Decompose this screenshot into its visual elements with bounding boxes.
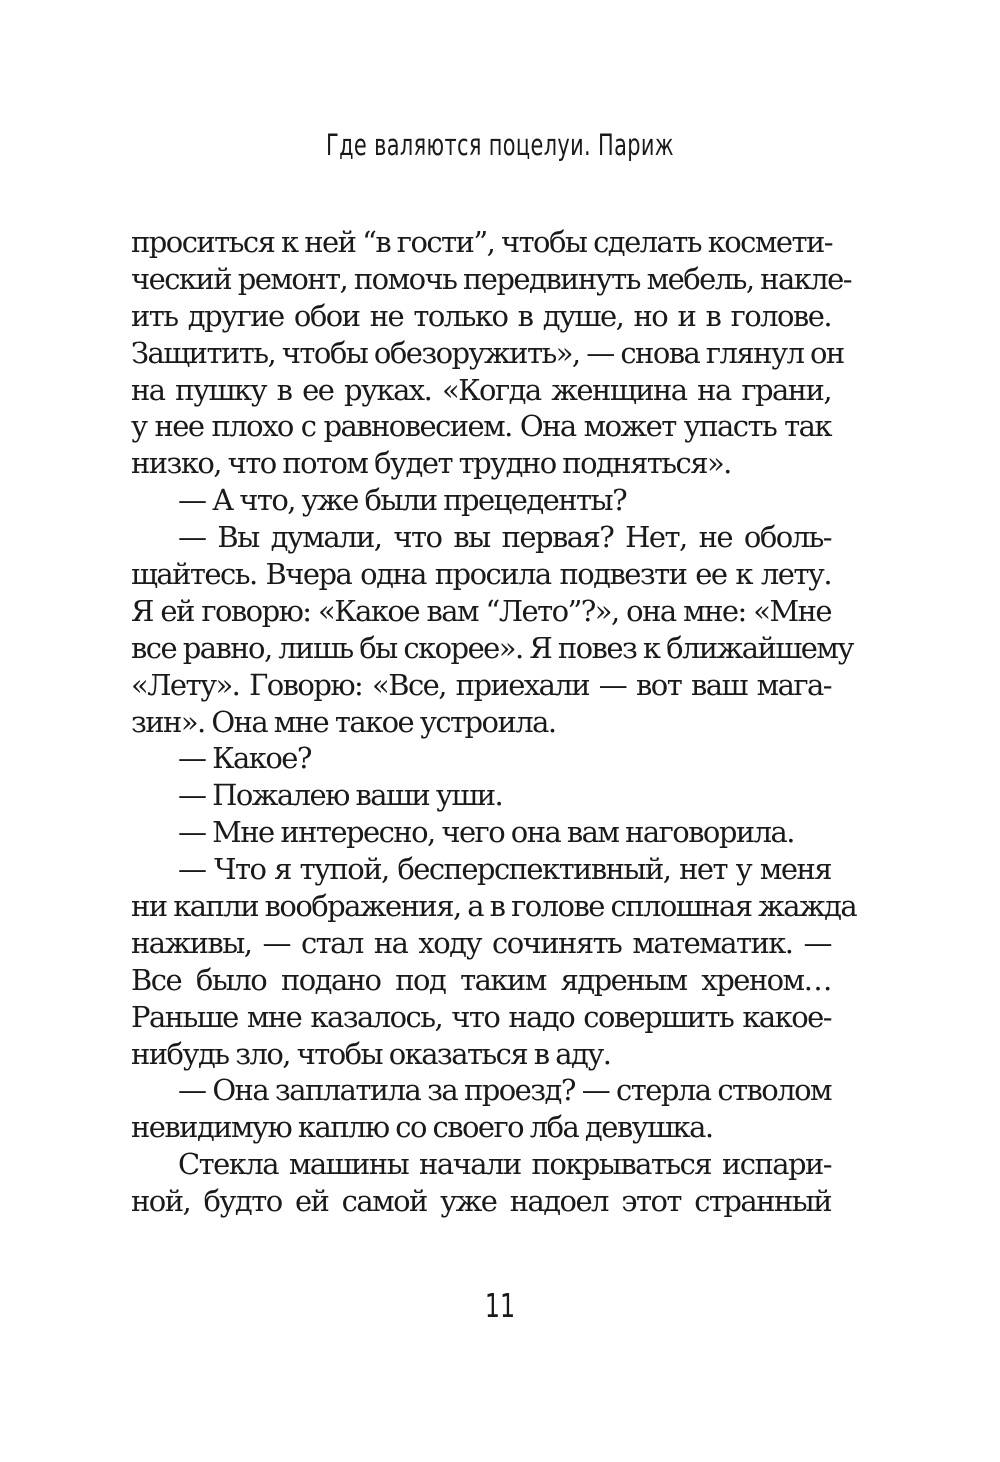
text-line: на пушку в ее руках. «Когда женщина на грани, xyxy=(131,372,831,407)
text-line: все равно, лишь бы скорее». Я повез к ближайшему xyxy=(131,630,853,665)
body-text xyxy=(131,224,857,1220)
text-line: — Она заплатила за проезд? — стерла стволом xyxy=(178,1073,831,1108)
text-line: наживы, — стал на ходу сочинять математик. — xyxy=(131,925,831,960)
text-line: ни капли воображения, а в голове сплошная жажда xyxy=(131,889,857,924)
text-line: ить другие обои не только в душе, но и в голове. xyxy=(131,298,831,333)
text-line: невидимую каплю со своего лба девушка. xyxy=(131,1110,713,1145)
text-line: ной, будто ей самой уже надоел этот странный xyxy=(131,1184,831,1219)
text-line: — Что я тупой, бесперспективный, нет у меня xyxy=(178,852,831,887)
text-line: проситься к ней “в гости”, чтобы сделать космети- xyxy=(131,225,833,259)
text-line: — Какое? xyxy=(178,741,311,776)
text-line: — Мне интересно, чего она вам наговорила. xyxy=(178,815,794,850)
text-line: Все было подано под таким ядреным хреном… xyxy=(131,962,831,997)
text-line: щайтесь. Вчера одна просила подвезти ее к лету. xyxy=(131,557,831,592)
text-line: зин». Она мне такое устроила. xyxy=(131,704,556,739)
page-number: 11 xyxy=(484,1286,516,1325)
text-line: нибудь зло, чтобы оказаться в аду. xyxy=(131,1036,611,1071)
text-line: ческий ремонт, помочь передвинуть мебель, накле- xyxy=(131,261,851,296)
text-line: «Лету». Говорю: «Все, приехали — вот ваш мага- xyxy=(131,667,831,702)
text-line: — Вы думали, что вы первая? Нет, не оболь- xyxy=(178,520,831,555)
text-line: Раньше мне казалось, что надо совершить какое- xyxy=(131,999,831,1034)
text-line: низко, что потом будет трудно подняться». xyxy=(131,446,731,481)
text-line: — А что, уже были прецеденты? xyxy=(178,483,627,518)
text-line: Я ей говорю: «Какое вам “Лето”?», она мне: «Мне xyxy=(131,593,831,628)
text-line: Стекла машины начали покрываться испари- xyxy=(178,1147,831,1182)
running-head: Где валяются поцелуи. Париж xyxy=(326,128,674,162)
text-line: у нее плохо с равновесием. Она может упасть так xyxy=(131,409,831,444)
text-line: Защитить, чтобы обезоружить», — снова глянул он xyxy=(131,335,844,370)
text-line: — Пожалею ваши уши. xyxy=(178,778,503,813)
